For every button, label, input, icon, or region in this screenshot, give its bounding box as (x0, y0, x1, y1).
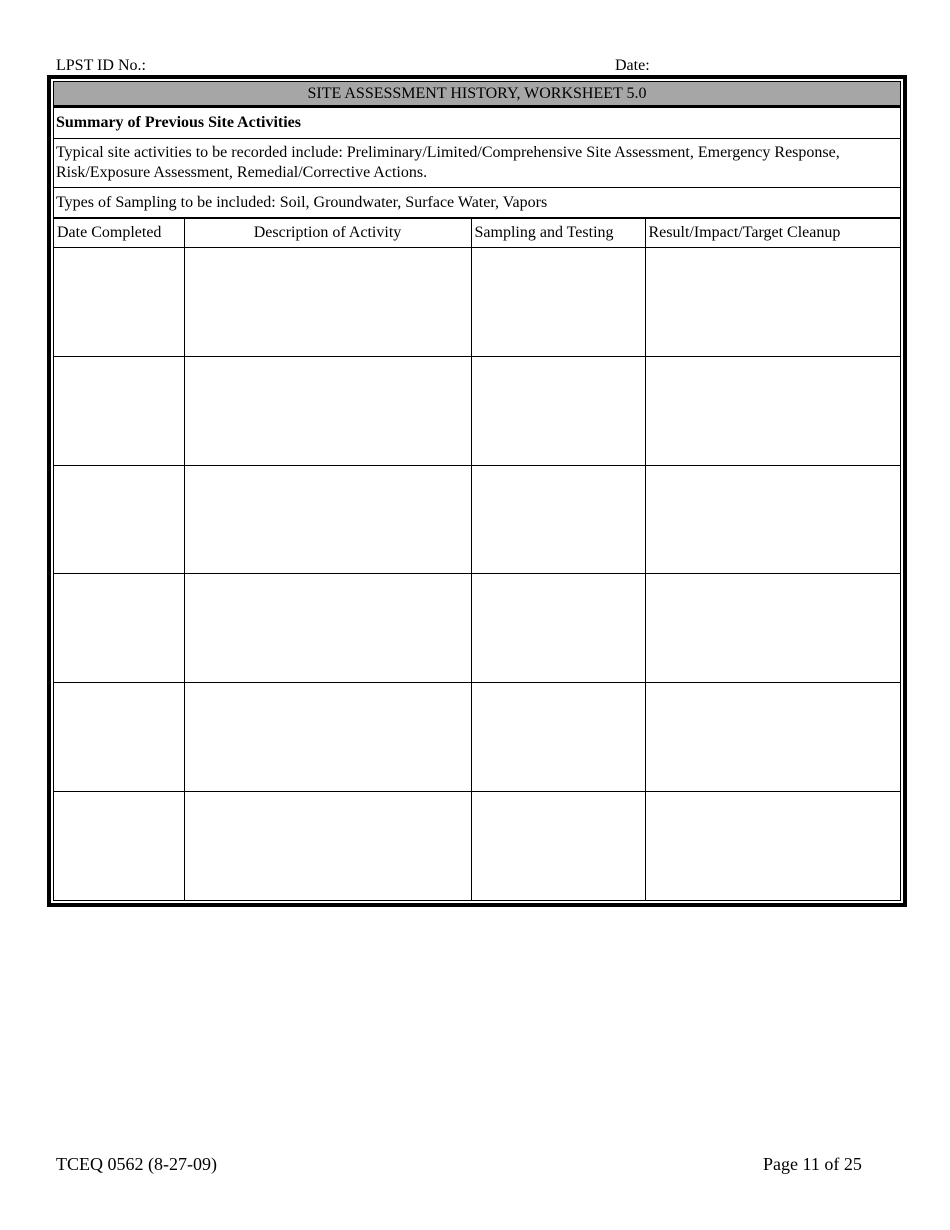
date-label: Date: (615, 57, 650, 74)
col-header-sampling: Sampling and Testing (471, 219, 645, 248)
cell-sampling[interactable] (471, 574, 645, 683)
table-row (54, 792, 900, 900)
typical-activities-note: Typical site activities to be recorded include: Preliminary/Limited/Comprehensive Site Assessment, Emergency Response, Risk/Exposure Assessment, Remedial/Corrective Actions. (54, 139, 900, 188)
table-row (54, 356, 900, 465)
cell-date-completed[interactable] (54, 792, 184, 900)
cell-result[interactable] (645, 248, 900, 357)
table-header-row (54, 219, 900, 248)
worksheet-title: SITE ASSESSMENT HISTORY, WORKSHEET 5.0 (54, 82, 900, 108)
cell-date-completed[interactable] (54, 683, 184, 792)
summary-heading: Summary of Previous Site Activities (54, 108, 900, 139)
col-header-result: Result/Impact/Target Cleanup (645, 219, 900, 248)
cell-result[interactable] (645, 465, 900, 574)
page-number: Page 11 of 25 (763, 1154, 862, 1174)
col-header-date-completed: Date Completed (54, 219, 184, 248)
cell-sampling[interactable] (471, 248, 645, 357)
table-row (54, 574, 900, 683)
cell-result[interactable] (645, 792, 900, 900)
cell-date-completed[interactable] (54, 248, 184, 357)
cell-sampling[interactable] (471, 465, 645, 574)
cell-description[interactable] (184, 683, 471, 792)
cell-date-completed[interactable] (54, 574, 184, 683)
col-header-description: Description of Activity (184, 219, 471, 248)
cell-result[interactable] (645, 683, 900, 792)
cell-description[interactable] (184, 574, 471, 683)
cell-result[interactable] (645, 356, 900, 465)
cell-date-completed[interactable] (54, 356, 184, 465)
worksheet-frame (47, 75, 907, 907)
worksheet-inner (53, 81, 901, 901)
form-number: TCEQ 0562 (8-27-09) (56, 1154, 217, 1174)
table-row (54, 683, 900, 792)
lpst-id-label: LPST ID No.: (56, 57, 146, 74)
table-row (54, 248, 900, 357)
sampling-types-note: Types of Sampling to be included: Soil, Groundwater, Surface Water, Vapors (54, 188, 900, 218)
cell-sampling[interactable] (471, 356, 645, 465)
cell-sampling[interactable] (471, 792, 645, 900)
cell-date-completed[interactable] (54, 465, 184, 574)
cell-description[interactable] (184, 792, 471, 900)
table-row (54, 465, 900, 574)
cell-result[interactable] (645, 574, 900, 683)
cell-description[interactable] (184, 248, 471, 357)
cell-description[interactable] (184, 356, 471, 465)
cell-sampling[interactable] (471, 683, 645, 792)
activity-table (54, 218, 900, 900)
cell-description[interactable] (184, 465, 471, 574)
